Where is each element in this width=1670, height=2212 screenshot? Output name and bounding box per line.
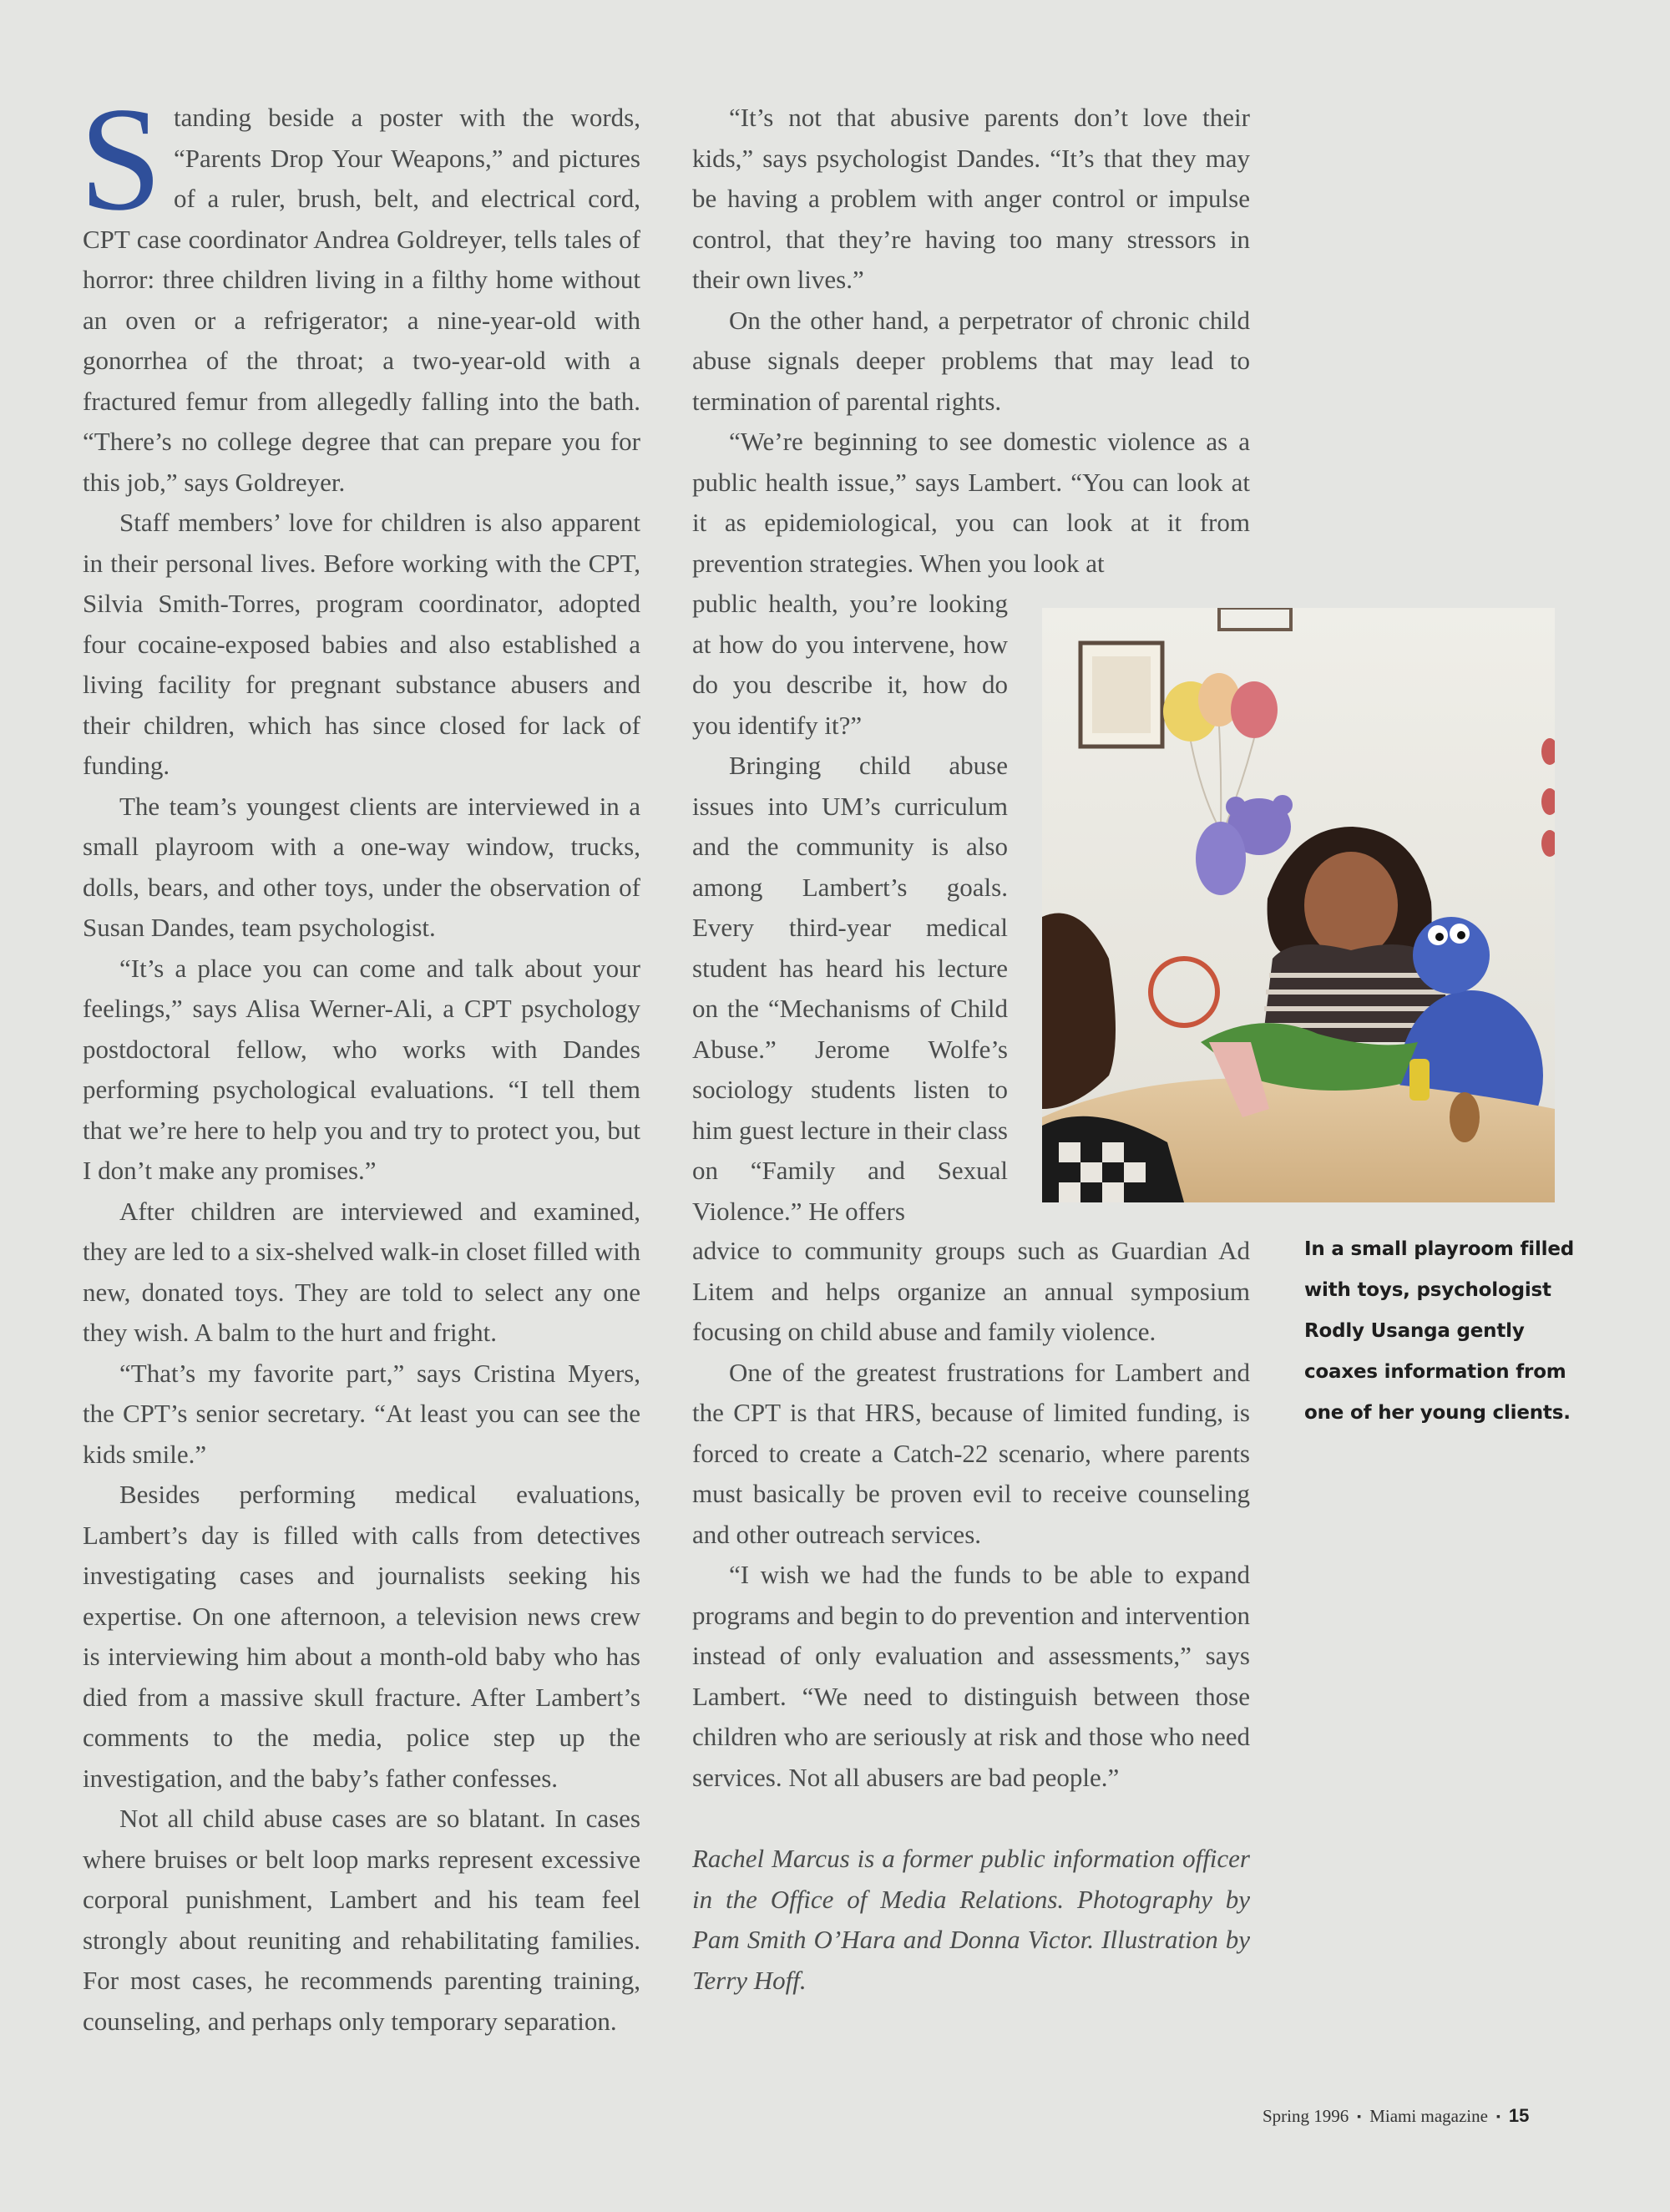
article-paragraph: One of the greatest frustrations for Lambert and the CPT is that HRS, because of limited funding, is forced to create a Catch-22 scenario, where parents must basically be proven evil to receive counseling and other outreach services. [692,1357,1250,1549]
article-paragraph: “We’re beginning to see domestic violence as a public health issue,” says Lambert. “You can look at it as epidemiological, you can look at it from prevention strategies. When you look at [692,427,1250,578]
article-paragraph: Bringing child abuse issues into UM’s curriculum and the community is also among Lambert’s goals. Every third-year medical student has heard his lecture on the “Mechanisms of Child Abuse.” Jerome Wolfe’s sociology students listen to him guest lecture in their class on “Family and Sexual Violence.” He offers [692,751,1008,1226]
article-paragraph: The team’s youngest clients are interviewed in a small playroom with a one-way window, trucks, dolls, bears, and other toys, under the observation of Susan Dandes, team psychologist. [83,791,640,942]
article-paragraph: On the other hand, a perpetrator of chronic child abuse signals deeper problems that may lead to termination of parental rights. [692,305,1250,416]
article-column-middle-narrow [692,584,1008,1232]
playroom-photo-illustration [1042,608,1555,1202]
paragraph-text: tanding beside a poster with the words, “Parents Drop Your Weapons,” and pictures of a ruler, brush, belt, and electrical cord, CPT case coordinator Andrea Goldreyer, tells tales of horror: three children living in a filthy home without an oven or a refrigerator; a nine-year-old with gonorrhea of the throat; a two-year-old with a fractured femur from allegedly falling into the bath. “There’s no college degree that can prepare you for this job,” says Goldreyer. [83,103,640,497]
article-paragraph: “That’s my favorite part,” says Cristina Myers, the CPT’s senior secretary. “At least you can see the kids smile.” [83,1358,640,1469]
article-column-middle-bottom [692,1231,1250,2001]
article-paragraph: “It’s not that abusive parents don’t love their kids,” says psychologist Dandes. “It’s that they may be having a problem with anger control or impulse control, that they’re having too many stressors in their own lives.” [692,103,1250,294]
issue-date: Spring 1996 [1263,2106,1349,2126]
article-column-middle-top [692,98,1250,584]
publication-name: Miami magazine [1369,2106,1488,2126]
drop-cap: S [79,76,162,241]
footer-separator: ▪ [1495,2111,1500,2123]
article-paragraph: public health, you’re looking at how do you intervene, how do you describe it, how do you identify it?” [692,589,1008,740]
woman-face [1304,852,1398,959]
footer-separator: ▪ [1357,2111,1362,2123]
article-paragraph: Besides performing medical evaluations, Lambert’s day is filled with calls from detectives investigating cases and journalists seeking his expertise. On one afternoon, a television news crew is interviewing him about a month-old baby who has died from a massive skull fracture. After Lambert’s comments to the media, police step up the investigation, and the baby’s father confesses. [83,1480,640,1793]
article-paragraph [79,76,640,503]
article-paragraph: After children are interviewed and examined, they are led to a six-shelved walk-in closet filled with new, donated toys. They are told to select any one they wish. A balm to the hurt and fright. [83,1196,640,1347]
article-paragraph: Not all child abuse cases are so blatant. In cases where bruises or belt loop marks represent excessive corporal punishment, Lambert and his team feel strongly about reuniting and rehabilitating families. For most cases, he recommends parenting training, counseling, and perhaps only temporary separation. [83,1804,640,2036]
article-paragraph: Staff members’ love for children is also apparent in their personal lives. Before working with the CPT, Silvia Smith-Torres, program coordinator, adopted four cocaine-exposed babies and also established a living facility for pregnant substance abusers and their children, which has since closed for lack of funding. [83,508,640,780]
photo-caption: In a small playroom filled with toys, psychologist Rodly Usanga gently coaxes information from one of her young clients. [1304,1238,1575,1424]
page-footer [1263,2105,1529,2127]
article-column-left [79,76,640,2042]
article-paragraph: advice to community groups such as Guardian Ad Litem and helps organize an annual symposium focusing on child abuse and family violence. [692,1236,1250,1346]
playroom-photo [1042,608,1555,1202]
balloon [1231,681,1278,738]
page-number: 15 [1508,2105,1530,2126]
article-paragraph: “It’s a place you can come and talk about your feelings,” says Alisa Werner-Ali, a CPT psychology postdoctoral fellow, who works with Dandes performing psychological evaluations. “I tell them that we’re here to help you and try to protect you, but I don’t make any promises.” [83,953,640,1185]
article-paragraph: “I wish we had the funds to be able to expand programs and begin to do prevention and intervention instead of only evaluation and assessments,” says Lambert. “We need to distinguish between those children who are seriously at risk and those who need services. Not all abusers are bad people.” [692,1560,1250,1792]
author-byline: Rachel Marcus is a former public information officer in the Office of Media Relations. Photography by Pam Smith O’Hara and Donna Victor. Illustration by Terry Hoff. [692,1844,1250,1995]
